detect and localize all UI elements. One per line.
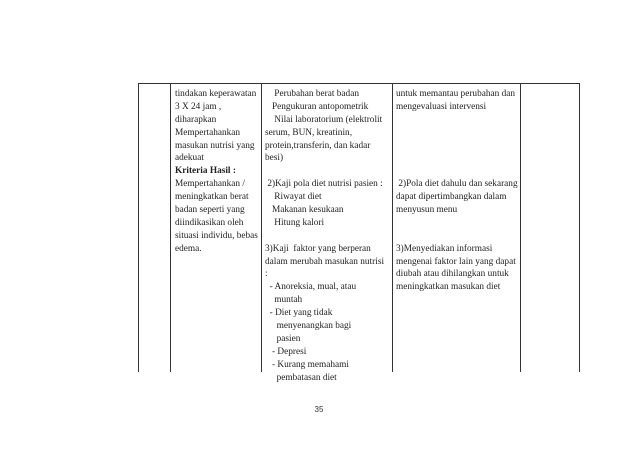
cell-line: meningkatkan berat bbox=[175, 192, 249, 203]
cell-line: muntah bbox=[265, 295, 303, 306]
intervention-column bbox=[265, 88, 384, 384]
cell-line: 2)Kaji pola diet nutrisi pasien : bbox=[265, 179, 383, 190]
cell-line: untuk memantau perubahan dan bbox=[396, 89, 516, 99]
cell-line: besi) bbox=[265, 153, 284, 164]
page-number: 35 bbox=[314, 405, 324, 414]
cell-line: meningkatkan masukan diet bbox=[396, 282, 501, 293]
cell-line: diindikasikan oleh bbox=[175, 217, 244, 228]
cell-line: mengenai faktor lain yang dapat bbox=[396, 256, 516, 267]
cell-line: Mempertahankan bbox=[175, 127, 241, 138]
cell-line: 3 X 24 jam , bbox=[175, 101, 222, 112]
cell-line: menyenangkan bagi bbox=[265, 321, 352, 332]
cell-line: - Depresi bbox=[265, 346, 307, 357]
cell-line: Makanan kesukaan bbox=[265, 205, 344, 216]
cell-line bbox=[396, 140, 518, 153]
cell-line bbox=[396, 127, 518, 140]
cell-line bbox=[396, 217, 518, 230]
cell-line: diharapkan bbox=[175, 114, 217, 125]
cell-line: : bbox=[265, 269, 268, 280]
cell-line: protein,transferin, dan kadar bbox=[265, 140, 371, 151]
cell-line: 2)Pola diet dahulu dan sekarang bbox=[396, 179, 518, 190]
rationale-column bbox=[396, 88, 518, 294]
cell-line bbox=[396, 152, 518, 165]
cell-line: Perubahan berat badan bbox=[265, 89, 359, 99]
cell-line: dapat dipertimbangkan dalam bbox=[396, 192, 507, 203]
cell-line: - Anoreksia, mual, atau bbox=[265, 282, 357, 293]
cell-line: Riwayat diet bbox=[265, 192, 322, 203]
column-divider bbox=[261, 83, 262, 372]
cell-line bbox=[265, 165, 384, 178]
cell-line: pembatasan diet bbox=[265, 372, 337, 383]
cell-line: - Kurang memahami bbox=[265, 359, 349, 370]
column-divider bbox=[392, 83, 393, 372]
cell-line: 3)Menyediakan informasi bbox=[396, 243, 493, 254]
column-divider bbox=[579, 83, 580, 372]
column-divider bbox=[520, 83, 521, 372]
column-divider bbox=[138, 83, 139, 372]
cell-line bbox=[265, 230, 384, 243]
cell-line: Hitung kalori bbox=[265, 217, 325, 228]
cell-line: badan seperti yang bbox=[175, 205, 245, 216]
cell-line: edema. bbox=[175, 243, 202, 254]
cell-line bbox=[396, 114, 518, 127]
cell-line: Mempertahankan / bbox=[175, 179, 245, 190]
cell-line bbox=[396, 165, 518, 178]
table-top-border bbox=[138, 83, 580, 84]
cell-line: menyusun menu bbox=[396, 205, 458, 216]
cell-line: masukan nutrisi yang bbox=[175, 140, 255, 151]
cell-line: Pengukuran antopometrik bbox=[265, 101, 369, 112]
cell-line: 3)Kaji faktor yang berperan bbox=[265, 243, 371, 254]
cell-line bbox=[396, 230, 518, 243]
cell-line: mengevaluasi intervensi bbox=[396, 101, 487, 112]
cell-line: pasien bbox=[265, 333, 301, 344]
cell-line: dalam merubah masukan nutrisi bbox=[265, 256, 385, 267]
column-divider bbox=[170, 83, 171, 372]
cell-line: situasi individu, bebas bbox=[175, 230, 258, 241]
criteria-column bbox=[175, 88, 258, 256]
cell-line: diubah atau dihilangkan untuk bbox=[396, 269, 509, 280]
cell-line: Nilai laboratorium (elektrolit bbox=[265, 114, 383, 125]
cell-line: - Diet yang tidak bbox=[265, 308, 333, 319]
cell-line: Kriteria Hasil : bbox=[175, 166, 236, 177]
cell-line: tindakan keperawatan bbox=[175, 89, 257, 99]
cell-line: adekuat bbox=[175, 153, 204, 164]
cell-line: serum, BUN, kreatinin, bbox=[265, 127, 353, 138]
